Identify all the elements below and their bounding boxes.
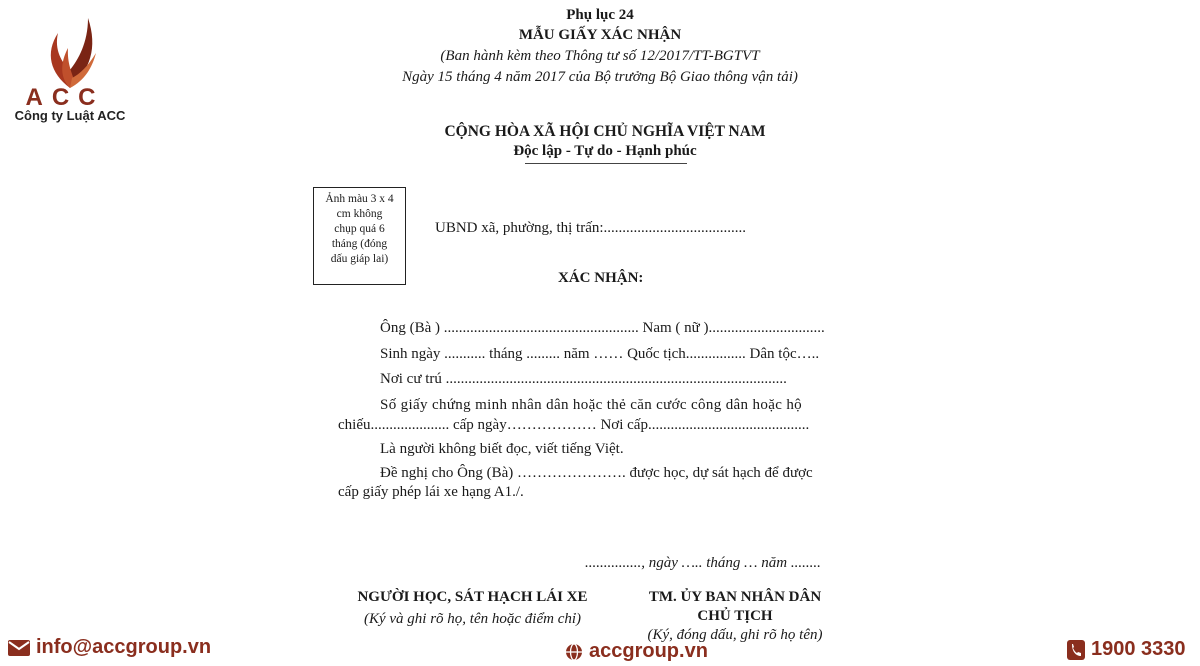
request-line-1: Đề nghị cho Ông (Bà) …………………. được học, dự sát hạch để được — [380, 465, 813, 481]
request-line-2: cấp giấy phép lái xe hạng A1./. — [338, 484, 524, 500]
signature-left-title: NGƯỜI HỌC, SÁT HẠCH LÁI XE — [357, 589, 588, 605]
signature-right-title-1: TM. ỦY BAN NHÂN DÂN — [648, 589, 822, 605]
residence-line: Nơi cư trú ........................................................................................... — [380, 371, 787, 387]
footer-phone[interactable] — [1067, 638, 1186, 661]
signature-right-title-2: CHỦ TỊCH — [697, 608, 773, 624]
photo-box-line: chụp quá 6 — [334, 223, 385, 235]
issued-date: Ngày 15 tháng 4 năm 2017 của Bộ trưởng Bộ Giao thông vận tải) — [402, 69, 798, 85]
photo-box-line: cm không — [336, 208, 383, 220]
photo-box-line: tháng (đóng — [331, 238, 388, 250]
id-line-1: Số giấy chứng minh nhân dân hoặc thẻ căn cước công dân hoặc hộ — [380, 397, 803, 413]
national-motto: Độc lập - Tự do - Hạnh phúc — [513, 143, 697, 159]
photo-box-line: Ảnh màu 3 x 4 — [325, 193, 394, 205]
birth-line: Sinh ngày ........... tháng ......... năm …… Quốc tịch................ Dân tộc….. — [380, 346, 820, 362]
motto-underline — [525, 163, 687, 164]
national-name: CỘNG HÒA XÃ HỘI CHỦ NGHĨA VIỆT NAM — [444, 123, 766, 140]
name-line: Ông (Bà ) .................................................... Nam ( nữ )............................... — [380, 320, 825, 336]
photo-box-line: dấu giáp lai) — [330, 253, 389, 265]
signature-right-note: (Ký, đóng dấu, ghi rõ họ tên) — [647, 627, 823, 643]
date-line: ..............., ngày ….. tháng … năm ........ — [585, 555, 821, 571]
footer-website[interactable] — [565, 640, 708, 663]
footer-phone-text: 1900 3330 — [1091, 638, 1186, 660]
photo-placeholder-box — [313, 187, 406, 285]
id-line-2: chiếu..................... cấp ngày……………… Nơi cấp........................................... — [338, 417, 810, 433]
footer-email[interactable] — [8, 636, 211, 659]
globe-icon — [565, 643, 583, 661]
logo-wordmark: ACC — [25, 84, 105, 111]
appendix-label: Phụ lục 24 — [566, 7, 634, 23]
mail-icon — [8, 640, 30, 656]
issued-by: (Ban hành kèm theo Thông tư số 12/2017/TT-BGTVT — [440, 48, 760, 64]
footer-website-text: accgroup.vn — [589, 640, 708, 662]
confirm-title: XÁC NHẬN: — [558, 270, 644, 286]
company-name: Công ty Luật ACC — [14, 108, 126, 123]
phone-icon — [1067, 640, 1085, 660]
form-title: MẪU GIẤY XÁC NHẬN — [518, 27, 682, 43]
ubnd-line: UBND xã, phường, thị trấn:...................................... — [435, 220, 747, 236]
illiterate-line: Là người không biết đọc, viết tiếng Việt. — [380, 441, 624, 457]
footer-email-text: info@accgroup.vn — [36, 636, 212, 658]
signature-left-note: (Ký và ghi rõ họ, tên hoặc điểm chỉ) — [363, 611, 582, 627]
